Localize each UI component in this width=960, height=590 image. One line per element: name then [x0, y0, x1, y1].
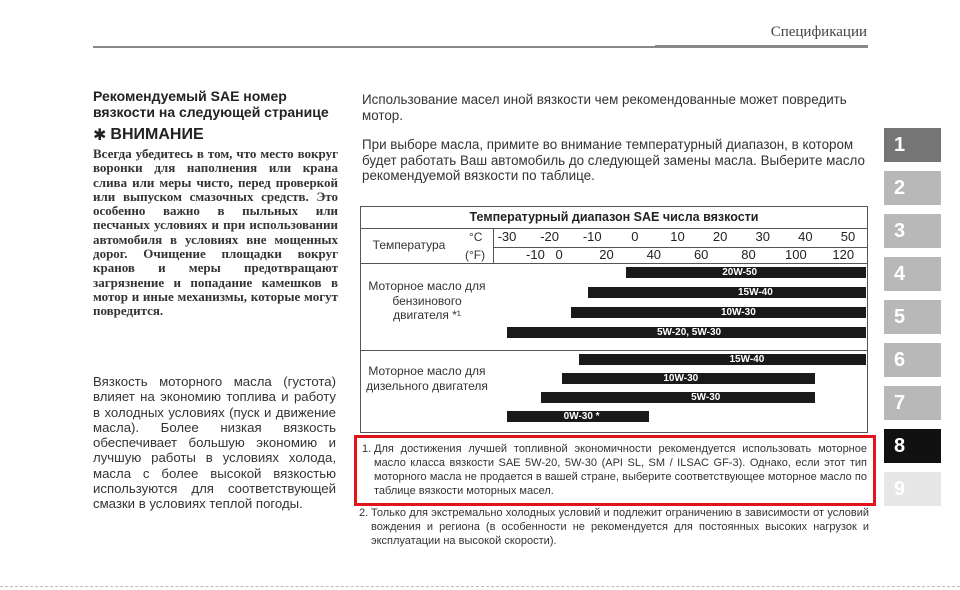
viscosity-bar	[588, 287, 866, 298]
chapter-tab-1[interactable]: 1	[884, 128, 941, 162]
left-column	[93, 88, 338, 319]
viscosity-bar-label: 10W-30	[663, 373, 699, 384]
celsius-tick-label: 10	[670, 229, 685, 244]
note-1-number: 1.	[362, 443, 372, 455]
chart-divider	[361, 263, 867, 264]
diesel-row-label: Моторное масло для дизельного двигателя	[366, 364, 488, 393]
chart-divider	[361, 228, 867, 229]
chapter-tab-9[interactable]: 9	[884, 472, 941, 506]
fahrenheit-tick-label: 80	[741, 247, 756, 262]
viscosity-bar	[571, 307, 866, 318]
chart-title: Температурный диапазон SAE числа вязкости	[469, 210, 759, 224]
chapter-title: Спецификации	[770, 24, 867, 40]
viscosity-bar-label: 20W-50	[722, 267, 758, 278]
celsius-tick-label: 20	[712, 229, 728, 244]
warning-text: Всегда убедитесь в том, что место вокруг воронки для наполнения или крана слива или меры чисто, перед проверкой или выпуском смазочных средств. Это особенно важно в пыльных или песчаных условиях и при использовании автомобиля в условиях вне мощенных дорог. Очищение площадки вокруг кранов и меры предотвращают загрязнение и попадание камешков в мотор и иные механизмы, которые могут повредится.	[93, 146, 338, 319]
intro-paragraph-2: При выборе масла, примите во внимание температурный диапазон, в котором будет работать Ваш автомобиль до следующей замены масла. Выберите масло рекомендуемой вязкости по таблице.	[362, 137, 865, 183]
celsius-tick-label: 0	[631, 229, 639, 244]
chapter-tab-3[interactable]: 3	[884, 214, 941, 248]
fahrenheit-tick-label: 60	[693, 247, 709, 262]
celsius-tick-label: -20	[540, 229, 560, 244]
page-bottom-rule	[0, 586, 960, 587]
viscosity-bar-label: 15W-40	[729, 354, 765, 365]
viscosity-bar-label: 10W-30	[720, 307, 756, 318]
unit-fahrenheit: (°F)	[465, 248, 486, 262]
section-title: Рекомендуемый SAE номер вязкости на следующей странице	[93, 88, 329, 120]
celsius-tick-label: -30	[497, 229, 517, 244]
chapter-tab-6[interactable]: 6	[884, 343, 941, 377]
fahrenheit-tick-label: 100	[785, 247, 807, 262]
gasoline-row-label: Моторное масло для бензинового двигателя *¹	[368, 279, 486, 322]
viscosity-paragraph: Вязкость моторного масла (густота) влияет на экономию топлива и работу в холодных условиях (пуск и движение масла). Более низкая вязкость обеспечивает большую экономию и лучшую работы в условиях холода, масла с более высокой вязкостью используются для соответствующей смазки в условиях теплой погоды.	[93, 374, 336, 512]
note-2	[359, 506, 869, 548]
viscosity-bar	[579, 354, 866, 365]
viscosity-bar	[541, 392, 815, 403]
celsius-tick-label: -10	[582, 229, 602, 244]
chapter-tabs	[884, 128, 941, 515]
viscosity-bar-label: 5W-20, 5W-30	[657, 327, 722, 338]
celsius-tick-label: 50	[840, 229, 856, 244]
intro-text	[362, 92, 867, 184]
note-2-text: Только для экстремально холодных условий и подлежит ограничению в зависимости от условий вождения и региона (в особенности не рекомендуется для постоянных высоких нагрузок и эксплуатации на высокой скорости).	[371, 507, 869, 547]
viscosity-chart	[360, 206, 868, 433]
unit-celsius: °C	[469, 230, 483, 244]
chart-divider	[493, 247, 867, 248]
chapter-tab-7[interactable]: 7	[884, 386, 941, 420]
chart-divider	[361, 350, 867, 351]
warning-heading	[93, 125, 338, 145]
chapter-tab-4[interactable]: 4	[884, 257, 941, 291]
chapter-tab-5[interactable]: 5	[884, 300, 941, 334]
note-1-text: Для достижения лучшей топливной экономичности рекомендуется использовать моторное масло класса вязкости SAE 5W-20, 5W-30 (API SL, SM / ILSAC GF-3). Однако, если этот тип моторного масла не продается в вашей стране, выберите соответствующее моторное масло по таблице вязкости моторных масел.	[374, 443, 867, 497]
fahrenheit-tick-label: -10	[526, 247, 545, 262]
chapter-tab-2[interactable]: 2	[884, 171, 941, 205]
chapter-tab-8-active[interactable]: 8	[884, 429, 941, 463]
fahrenheit-tick-label: 20	[599, 247, 614, 262]
note-1	[362, 442, 867, 498]
fahrenheit-tick-label: 0	[555, 247, 563, 262]
viscosity-bar-label: 0W-30 *	[563, 411, 600, 422]
warning-title: ВНИМАНИЕ	[110, 126, 204, 143]
fahrenheit-tick-label: 120	[832, 247, 855, 262]
viscosity-bar-label: 15W-40	[737, 287, 773, 298]
fahrenheit-tick-label: 40	[646, 247, 662, 262]
note-2-number: 2.	[359, 507, 369, 519]
celsius-tick-label: 30	[755, 229, 770, 244]
temperature-label: Температура	[372, 238, 446, 252]
header-divider-accent	[655, 45, 868, 48]
chart-divider	[493, 228, 494, 263]
asterisk-icon: ✱	[93, 127, 107, 144]
intro-paragraph-1: Использование масел иной вязкости чем рекомендованные может повредить мотор.	[362, 92, 847, 123]
celsius-tick-label: 40	[798, 229, 813, 244]
highlighted-note	[354, 435, 876, 506]
viscosity-bar-label: 5W-30	[691, 392, 721, 403]
